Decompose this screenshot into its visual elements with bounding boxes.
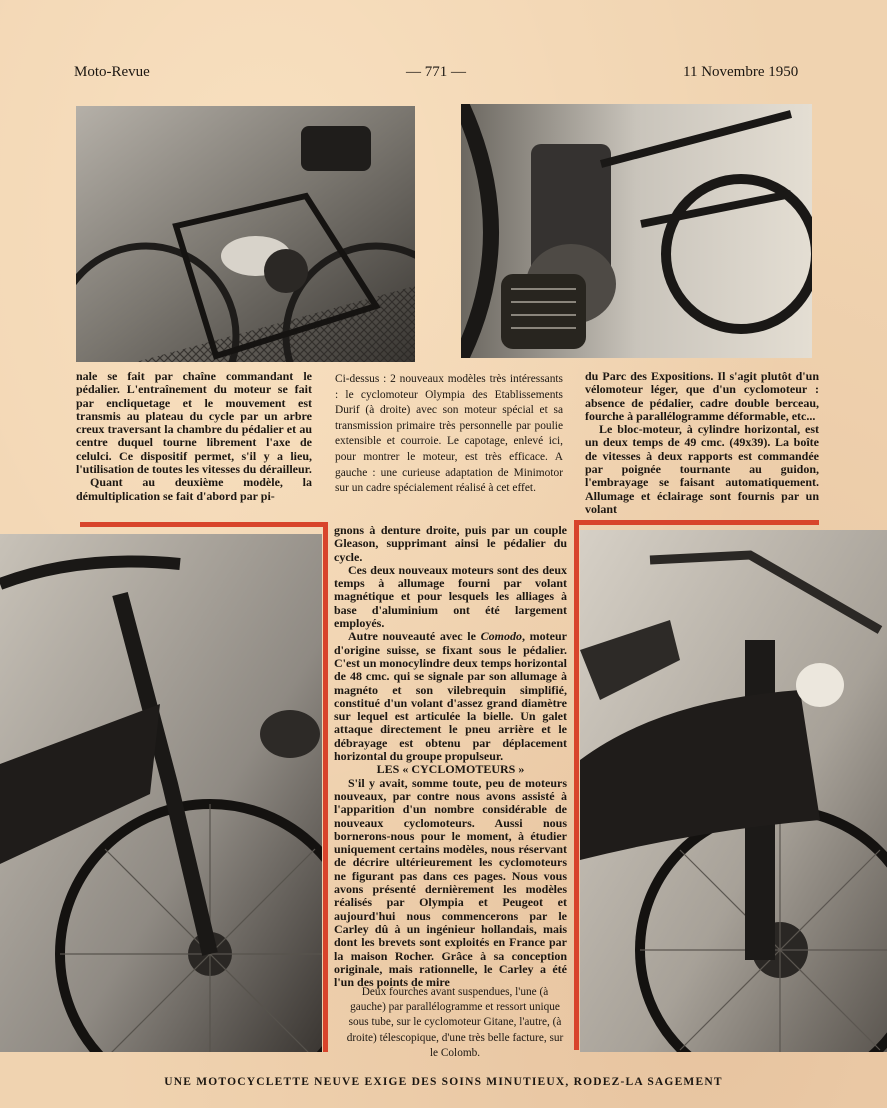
text-run: Autre nouveauté avec le (348, 629, 481, 644)
paragraph: du Parc des Expositions. Il s'agit plutôt d'un vélomoteur léger, que d'un cyclomoteur : absence de pédalier, cadre double berceau, fourche à parallélogramme déformable, etc... (585, 369, 819, 423)
paragraph: Ces deux nouveaux moteurs sont des deux temps à allumage fourni par volant magnétique et pour lesquels les alliages à base d'aluminium ont été largement employés. (334, 562, 567, 631)
paragraph (334, 630, 567, 763)
photo-caption-bottom: Deux fourches avant suspendues, l'une (à gauche) par parallélogramme et ressort unique sous tube, sur le cyclomoteur Gitane, l'autre, (à droite) télescopique, d'une très belle facture, sur le Colomb. (346, 986, 564, 1059)
frame-line (80, 522, 328, 527)
paragraph: Le bloc-moteur, à cylindre horizontal, est un deux temps de 49 cmc. (49x39). La boîte de vitesses à deux rapports est commandée par poignée tournante au guidon, l'embrayage se faisant automatiquement. Allumage et éclairage sont fournis par un volant (585, 422, 819, 516)
article-column-left-top (76, 370, 312, 503)
frame-line (574, 520, 579, 1050)
text-run: , moteur d'origine suisse, se fixant sous le pédalier. C'est un monocylindre deux temps horizontal de 48 cmc. qui se signale par son allumage à magnéto et son vilebrequin simplifié, constitué d'un volant d'assez grand diamètre sur lequel est articulée la bielle. Un galet attaque directement le pneu arrière et le débrayage est obtenu par déplacement horizontal du groupe propulseur. (334, 629, 567, 764)
magazine-title: Moto-Revue (74, 64, 150, 80)
paragraph: nale se fait par chaîne commandant le pédalier. L'entraînement du moteur se fait par encliquetage et le mouvement est transmis au plateau du cycle par un arbre creux traversant la chambre du pédalier et au centre duquel tourne librement l'axe de celulci. Ce dispositif permet, s'il y a lieu, l'utilisation de toutes les vitesses du dérailleur. (76, 369, 312, 477)
issue-date: 11 Novembre 1950 (683, 64, 799, 80)
footer-slogan: UNE MOTOCYCLETTE NEUVE EXIGE DES SOINS MINUTIEUX, RODEZ-LA SAGEMENT (164, 1076, 723, 1088)
photo-bottom-right (580, 530, 887, 1052)
caption-text: Ci-dessus : 2 nouveaux modèles très intéressants : le cyclomoteur Olympia des Etablissements Durif (à droite) avec son moteur spécial et sa transmission primaire très personnelle par poulie extensible et courroie. Le capotage, enlevé ici, pour montrer le moteur, est très efficace. A gauche : une curieuse adaptation de Minimotor sur un cadre spécialement réalisé à cet effet. (335, 373, 563, 495)
paragraph: S'il y avait, somme toute, peu de moteurs nouveaux, par contre nous avons assisté à l'apparition d'un nombre considérable de nouveaux cyclomoteurs. Aussi nous bornerons-nous pour le moment, à étudier uniquement certains modèles, nous réservant de décrire ultérieurement les cyclomoteurs ne figurant pas dans ces pages. Nous vous avons présenté dernièrement les modèles réalisés par Olympia et Peugeot et aujourd'hui nous commencerons par le Carley dû à un ingénieur hollandais, mais dont les brevets sont exploités en France par la maison Rocher. Grâce à sa conception originale, mais rationnelle, le Carley a été l'un des points de mire (334, 775, 567, 990)
section-heading: LES « CYCLOMOTEURS » (376, 762, 525, 777)
brand-name: Comodo (480, 629, 522, 644)
paragraph: gnons à denture droite, puis par un couple Gleason, supprimant ainsi le pédalier du cycle. (334, 523, 567, 564)
photo-caption-top (335, 372, 563, 497)
frame-line (574, 520, 819, 525)
article-column-right-top (585, 370, 819, 516)
paragraph: Quant au deuxième modèle, la démultiplication se fait d'abord par pi- (76, 475, 312, 503)
article-column-center (334, 524, 567, 989)
photo-top-right (461, 104, 812, 358)
photo-top-left (76, 106, 415, 362)
photo-bottom-left (0, 534, 322, 1052)
page-number: — 771 — (406, 64, 466, 80)
frame-line (323, 522, 328, 1052)
